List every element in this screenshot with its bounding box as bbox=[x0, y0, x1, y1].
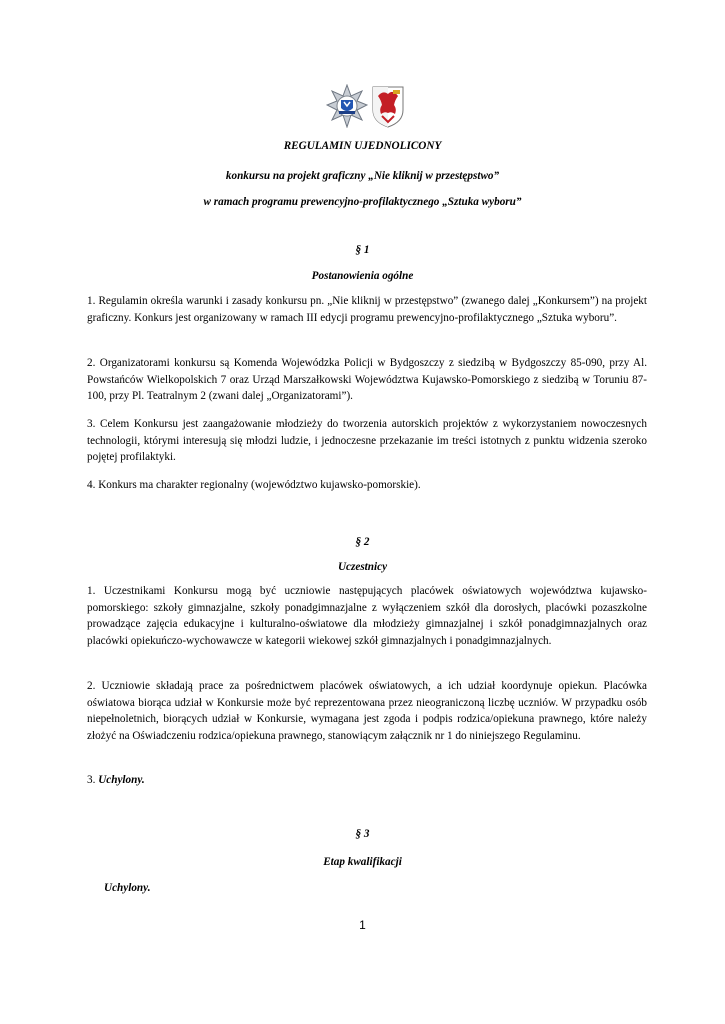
document-title: REGULAMIN UJEDNOLICONY bbox=[283, 140, 442, 152]
section-1-paragraph-1: 1. Regulamin określa warunki i zasady konkursu pn. „Nie kliknij w przestępstwo” (zwanego dalej „Konkursem”) na projekt graficzny. Konkurs jest organizowany w ramach III edycji programu prewencyjno-profilaktycznego „Sztuka wyboru”. bbox=[87, 295, 647, 324]
section-3-text: Uchylony. bbox=[104, 882, 151, 894]
section-3-heading: Etap kwalifikacji bbox=[323, 856, 402, 868]
page-number: 1 bbox=[359, 918, 366, 932]
section-1-paragraph-3: 3. Celem Konkursu jest zaangażowanie młodzieży do tworzenia autorskich projektów z wykorzystaniem nowoczesnych technologii, którymi interesują się młodzi ludzie, i jednoczesne przekazanie im treści istotnych z punktu widzenia szeroko pojętej profilaktyki. bbox=[87, 418, 647, 463]
section-2-number: § 2 bbox=[355, 536, 370, 548]
section-1-paragraph-2: 2. Organizatorami konkursu są Komenda Wojewódzka Policji w Bydgoszczy z siedzibą w Bydgoszczy 85-090, przy Al. Powstańców Wielkopolskich 7 oraz Urząd Marszałkowski Województwa Kujawsko-Pomorskiego z siedzibą w Toruniu 87-100, przy Pl. Teatralnym 2 (zwani dalej „Organizatorami”). bbox=[87, 357, 647, 402]
section-2-paragraph-2: 2. Uczniowie składają prace za pośrednictwem placówek oświatowych, a ich udział koordynuje opiekun. Placówka oświatowa biorąca udział w Konkursie może być reprezentowana przez nieograniczoną liczbę uczniów. W przypadku osób niepełnoletnich, biorących udział w Konkursie, wymagana jest zgoda i podpis rodzica/opiekuna prawnego, które należy złożyć na Oświadczeniu rodzica/opiekuna prawnego, stanowiącym załącznik nr 1 do niniejszego Regulaminu. bbox=[87, 680, 647, 742]
document-subtitle: konkursu na projekt graficzny „Nie kliknij w przestępstwo” bbox=[225, 170, 500, 182]
section-2-paragraph-3-number: 3. bbox=[87, 774, 99, 786]
header-logos bbox=[326, 84, 406, 134]
document-subtitle-program: w ramach programu prewencyjno-profilaktycznego „Sztuka wyboru” bbox=[203, 196, 522, 208]
section-2-paragraph-3-text: Uchylony. bbox=[98, 774, 145, 786]
section-3-number: § 3 bbox=[355, 828, 370, 840]
section-1-number: § 1 bbox=[355, 244, 370, 256]
kujawsko-pomorskie-coat-of-arms bbox=[372, 86, 404, 128]
section-2-paragraph-3 bbox=[87, 772, 647, 789]
section-1-heading: Postanowienia ogólne bbox=[311, 270, 414, 282]
section-2-heading: Uczestnicy bbox=[337, 561, 388, 573]
section-2-paragraph-1: 1. Uczestnikami Konkursu mogą być uczniowie następujących placówek oświatowych województwa kujawsko-pomorskiego: szkoły gimnazjalne, szkoły ponadgimnazjalne z wyłączeniem szkół dla dorosłych, placówki pozaszkolne prowadzące zajęcia edukacyjne i kulturalno-oświatowe dla młodzieży gimnazjalnej i szkół ponadgimnazjalnych oraz placówki opiekuńczo-wychowawcze w kategorii wiekowej szkół gimnazjalnych i ponadgimnazjalnych. bbox=[87, 585, 647, 647]
section-1-paragraph-4: 4. Konkurs ma charakter regionalny (województwo kujawsko-pomorskie). bbox=[87, 479, 421, 491]
police-star-emblem bbox=[326, 84, 368, 128]
